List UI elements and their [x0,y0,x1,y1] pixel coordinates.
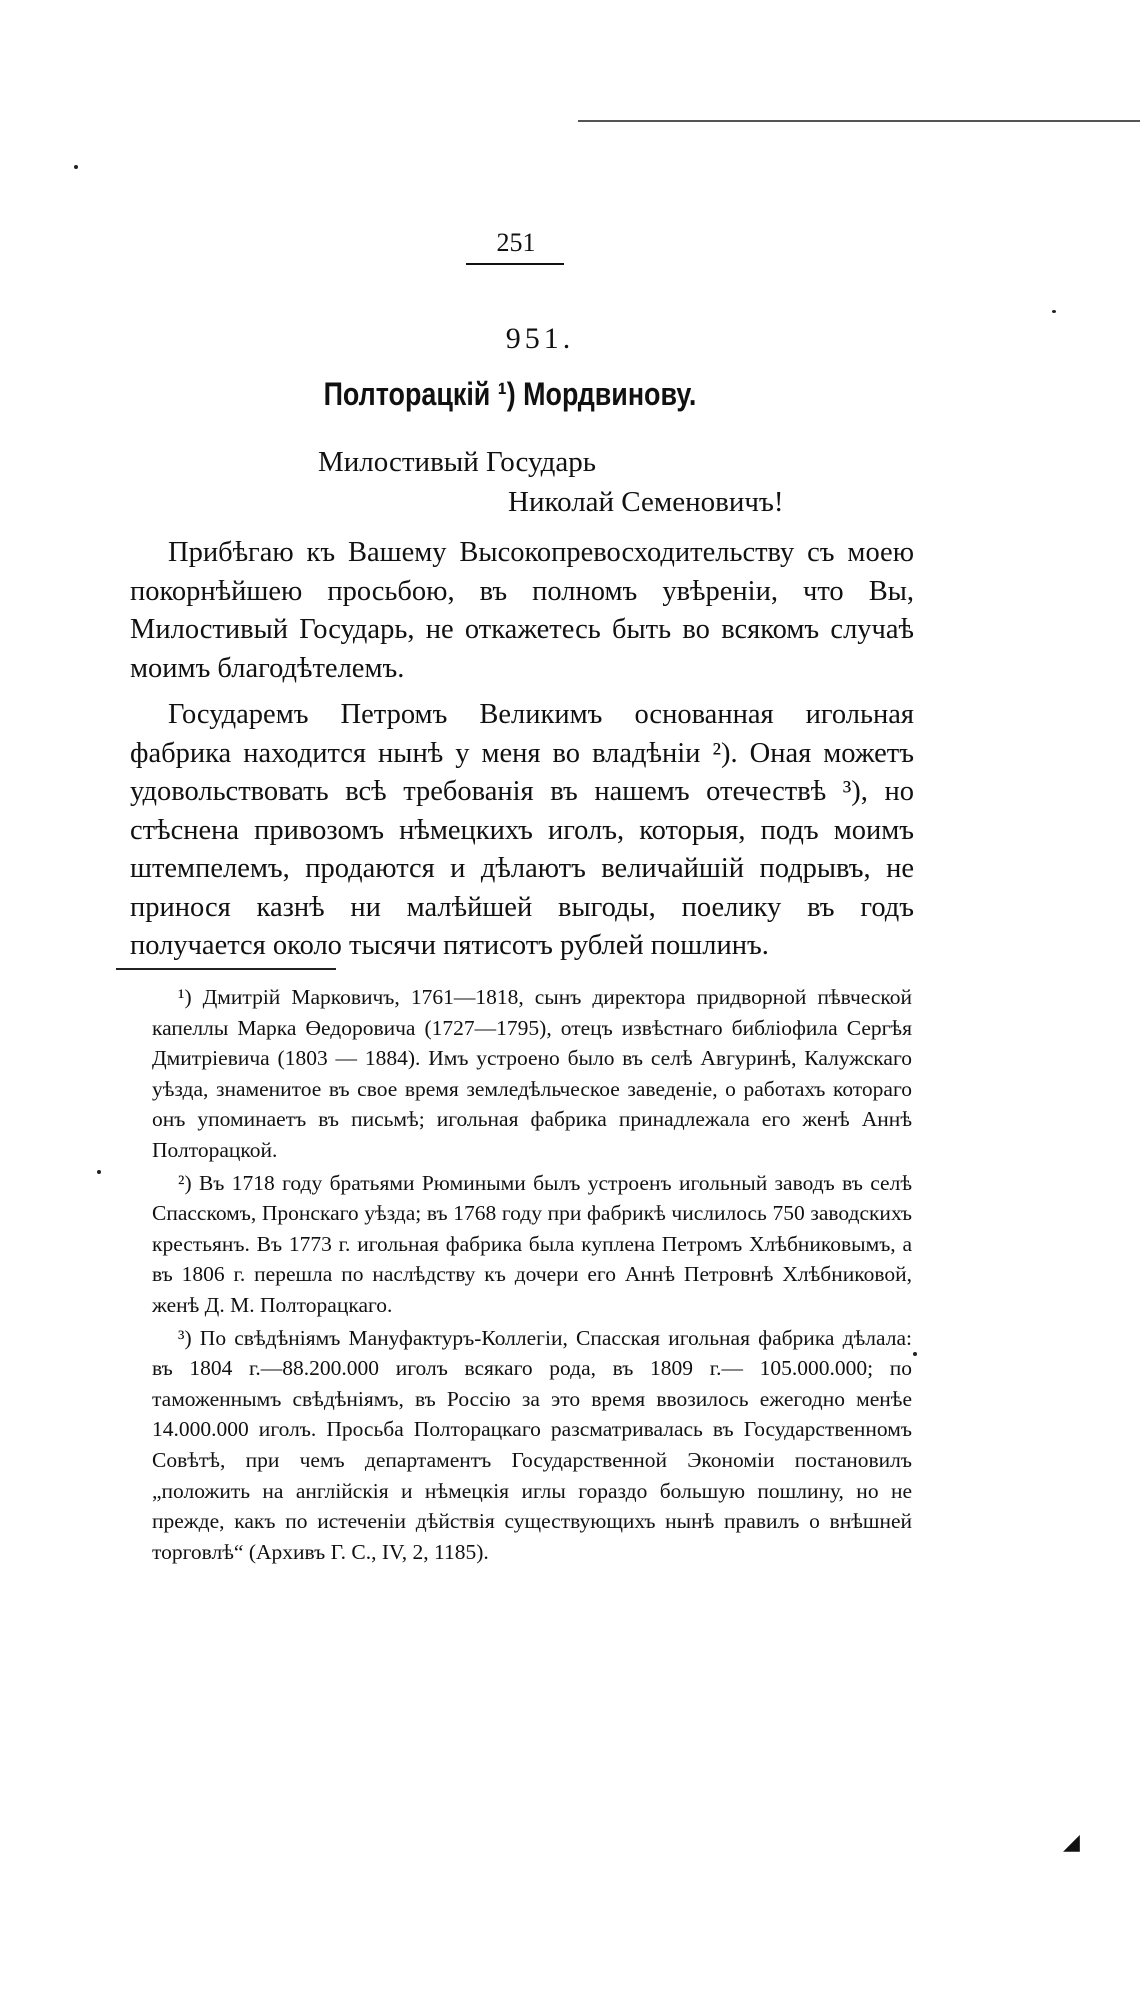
salutation-line-2: Николай Семеновичъ! [508,486,784,518]
salutation-line-1: Милостивый Государь [318,446,596,478]
letter-body [130,534,914,974]
letter-title: Полторацкій ¹) Мордвинову. [323,376,697,412]
scan-speck [913,1352,917,1356]
scan-speck [97,1170,101,1174]
body-paragraph: Государемъ Петромъ Великимъ основанная игольная фабрика находится нынѣ у меня во владѣніи ²). Оная можетъ удовольствовать всѣ требованія въ нашемъ отечествѣ ³), но стѣснена привозомъ нѣмецкихъ иголъ, которыя, подъ моимъ штемпелемъ, продаются и дѣлаютъ величайшій подрывъ, не принося казнѣ ни малѣйшей выгоды, поелику въ годъ получается около тысячи пятисотъ рублей пошлинъ. [130,699,914,961]
page-number-underline [466,263,564,265]
footnotes [152,982,912,1569]
scan-top-rule [578,120,1140,122]
page-number: 251 [496,228,536,257]
footnote-1: ¹) Дмитрій Марковичъ, 1761—1818, сынъ директора придворной пѣвческой капеллы Марка Өедоровича (1727—1795), отецъ извѣстнаго библіофила Сергѣя Дмитріевича (1803 — 1884). Имъ устроено было въ селѣ Авгуринѣ, Калужскаго уѣзда, знаменитое въ свое время земледѣльческое заведеніе, о работахъ котораго онъ упоминаетъ въ письмѣ; игольная фабрика принадлежала его женѣ Аннѣ Полторацкой. [152,985,912,1162]
footnote-2: ²) Въ 1718 году братьями Рюмиными былъ устроенъ игольный заводъ въ селѣ Спасскомъ, Пронскаго уѣзда; въ 1768 году при фабрикѣ числилось 750 заводскихъ крестьянъ. Въ 1773 г. игольная фабрика была куплена Петромъ Хлѣбниковымъ, а въ 1806 г. перешла по наслѣдству къ дочери его Аннѣ Петровнѣ Хлѣбниковой, женѣ Д. М. Полторацкаго. [152,1170,912,1317]
scan-corner-mark: ◢ [1063,1830,1080,1855]
scan-speck [1052,310,1056,313]
body-paragraph: Прибѣгаю къ Вашему Высокопревосходительству съ моею покорнѣйшею просьбою, въ полномъ увѣреніи, что Вы, Милостивый Государь, не откажетесь быть во всякомъ случаѣ моимъ благодѣтелемъ. [130,537,914,684]
footnotes-rule [116,968,336,970]
scan-speck [74,165,78,169]
footnote-3: ³) По свѣдѣніямъ Мануфактуръ-Коллегіи, Спасская игольная фабрика дѣлала: въ 1804 г.—88.200.000 иголъ всякаго рода, въ 1809 г.— 105.000.000; по таможеннымъ свѣдѣніямъ, въ Россію за это время ввозилось ежегодно менѣе 14.000.000 иголъ. Просьба Полторацкаго разсматривалась въ Государственномъ Совѣтѣ, при чемъ департаментъ Государственной Экономіи постановилъ „положить на англійскія и нѣмецкія иглы гораздо большую пошлину, но не прежде, какъ по истеченіи дѣйствія существующихъ нынѣ правилъ о внѣшней торговлѣ“ (Архивъ Г. С., IV, 2, 1185). [152,1325,912,1564]
letter-number: 951. [505,322,575,355]
